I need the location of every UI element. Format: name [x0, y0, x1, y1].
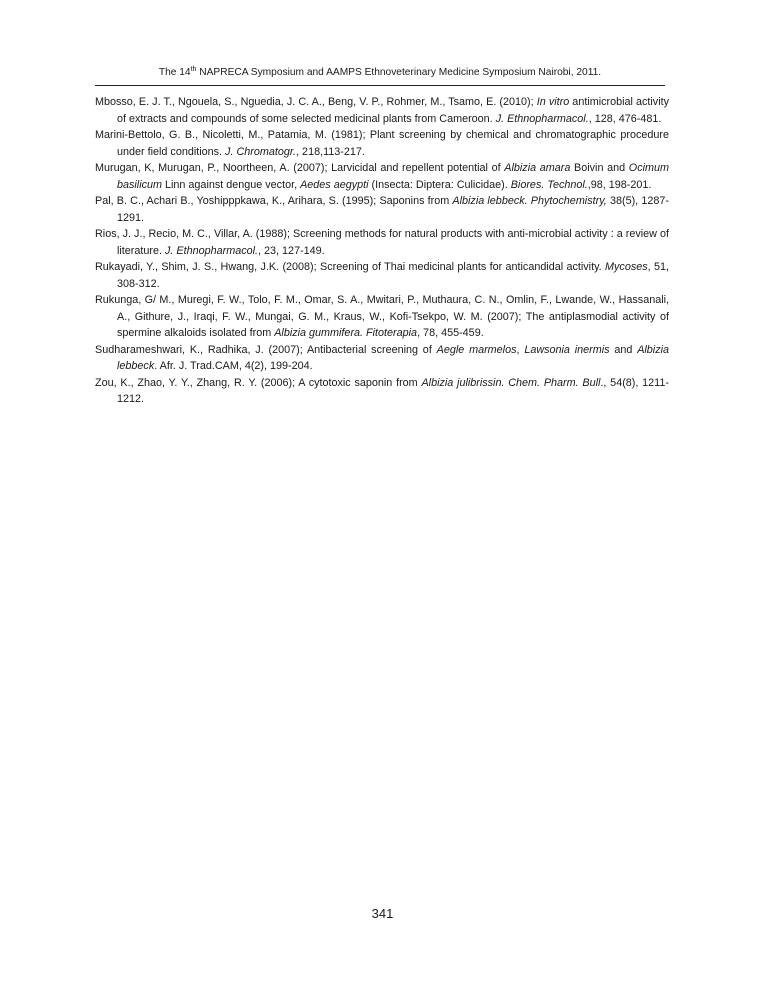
reference-text: , 218,113-217. — [296, 145, 365, 158]
reference-text: 38(5), 1287-1291. — [117, 195, 669, 224]
reference-text: , 23, 127-149. — [258, 244, 325, 257]
reference-text: Rukunga, G/ M., Muregi, F. W., Tolo, F. M., Omar, S. A., Mwitari, P., Muthaura, C. N., Omlin, F., Lwande, W., Hassanali, A., Githure, J., Iraqi, F. W., Mungai, G. M., Kraus, W., Kofi-Tsekpo, W. M. (2007); The antiplasmodial activity of spermine alkaloids isolated from — [95, 294, 669, 339]
reference-text: , 78, 455-459. — [417, 327, 484, 339]
reference-text: , 128, 476-481. — [588, 112, 662, 125]
reference-italic-text: In vitro — [536, 96, 570, 108]
reference-italic-text: Albizia gummifera. Fitoterapia — [274, 327, 418, 339]
reference-text: Marini-Bettolo, G. B., Nicoletti, M., Patamia, M. (1981); Plant screening by chemical and chromatographic procedure under field conditions. — [95, 129, 669, 158]
reference-entry — [95, 292, 669, 342]
header-suffix: NAPRECA Symposium and AAMPS Ethnoveterinary Medicine Symposium Nairobi, 2011. — [196, 67, 602, 78]
reference-text: Pal, B. C., Achari B., Yoshipppkawa, K., Arihara, S. (1995); Saponins from — [95, 195, 453, 207]
reference-text: , — [516, 343, 525, 356]
reference-entry — [95, 127, 669, 160]
reference-italic-text: Albizia lebbeck. Phytochemistry, — [452, 195, 607, 207]
reference-entry — [95, 160, 669, 193]
reference-italic-text: Albizia lebbeck — [117, 343, 670, 372]
header-rule — [95, 85, 665, 86]
header-prefix: The 14 — [158, 67, 191, 78]
reference-text: Sudharameshwari, K., Radhika, J. (2007); Antibacterial screening of — [95, 343, 437, 356]
reference-text: Rukayadi, Y., Shim, J. S., Hwang, J.K. (2008); Screening of Thai medicinal plants for anticandidal activity. — [95, 261, 606, 273]
reference-text: (Insecta: Diptera: Culicidae). — [368, 178, 511, 191]
reference-italic-text: Albizia amara — [504, 162, 571, 174]
reference-italic-text: J. Ethnopharmacol. — [495, 112, 589, 125]
reference-entry — [95, 226, 669, 259]
reference-entry — [95, 342, 669, 375]
reference-italic-text: Lawsonia inermis — [524, 343, 610, 356]
reference-italic-text: Albizia julibrissin. Chem. Pharm. Bull — [421, 376, 601, 389]
reference-italic-text: Ocimum basilicum — [117, 162, 669, 191]
reference-italic-text: Mycoses — [605, 261, 648, 273]
reference-text: . Afr. J. Trad.CAM, 4(2), 199-204. — [154, 360, 313, 372]
reference-text: and — [609, 343, 638, 356]
reference-text: Zou, K., Zhao, Y. Y., Zhang, R. Y. (2006); A cytotoxic saponin from — [95, 376, 422, 389]
reference-text: antimicrobial activity of extracts and compounds of some selected medicinal plants from Cameroon. — [117, 96, 670, 125]
reference-entry — [95, 193, 669, 226]
reference-text: Murugan, K, Murugan, P., Noortheen, A. (2007); Larvicidal and repellent potential of — [95, 162, 505, 174]
reference-italic-text: Aedes aegypti — [300, 178, 369, 191]
reference-entry — [95, 375, 669, 408]
reference-italic-text: Aegle marmelos — [436, 343, 517, 356]
reference-text: ,98, 198-201. — [587, 178, 652, 191]
reference-text: Boivin and — [570, 162, 629, 174]
page-number: 341 — [371, 906, 394, 921]
reference-list — [95, 94, 669, 408]
header-superscript: th — [190, 66, 197, 73]
reference-text: , 51, 308-312. — [117, 261, 669, 290]
reference-entry — [95, 259, 669, 292]
reference-entry — [95, 94, 669, 127]
reference-italic-text: J. Ethnopharmacol. — [165, 244, 259, 257]
running-header — [95, 66, 665, 80]
reference-text: Mbosso, E. J. T., Ngouela, S., Nguedia, J. C. A., Beng, V. P., Rohmer, M., Tsamo, E. (2010); — [95, 96, 537, 108]
reference-text: ., 54(8), 1211-1212. — [117, 376, 669, 405]
reference-text: Rios, J. J., Recio, M. C., Villar, A. (1988); Screening methods for natural products with anti-microbial activity : a review of literature. — [95, 228, 669, 257]
reference-italic-text: Biores. Technol. — [510, 178, 588, 191]
reference-italic-text: J. Chromatogr. — [225, 145, 297, 158]
reference-text: Linn against dengue vector, — [162, 178, 301, 191]
